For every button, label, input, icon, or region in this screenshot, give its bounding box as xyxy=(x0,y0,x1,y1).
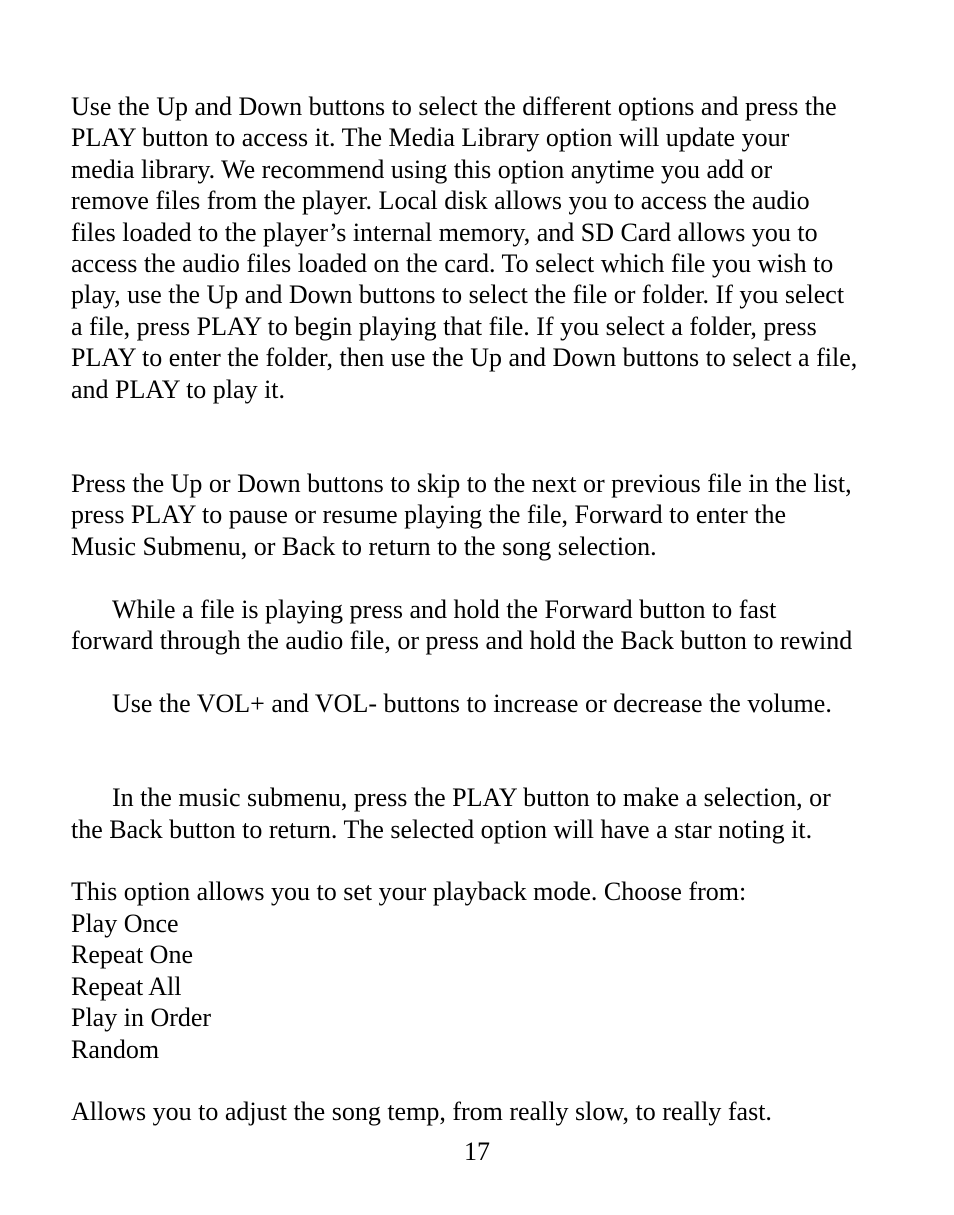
list-item: Play in Order xyxy=(71,1003,212,1033)
playback-paragraph: Press the Up or Down buttons to skip to the next or previous file in the list, press PLAY to pause or resume playing the file, Forward to enter the Music Submenu, or Back to return to the song selection. xyxy=(71,469,852,561)
submenu-paragraph: In the music submenu, press the PLAY button to make a selection, or the Back button to return. The selected option will have a star noting it. xyxy=(71,783,831,844)
section-gap xyxy=(71,656,941,687)
section-gap xyxy=(71,562,941,593)
tempo-paragraph: Allows you to adjust the song temp, from really slow, to really fast. xyxy=(71,1097,772,1127)
fast-forward-paragraph: While a file is playing press and hold the Forward button to fast forward through the audio file, or press and hold the Back button to rewind xyxy=(71,594,853,656)
list-item: Random xyxy=(71,1034,160,1064)
intro-paragraph: Use the Up and Down buttons to select the different options and press the PLAY button to access it. The Media Library option will update your media library. We recommend using this option anytime you add or remove files from the player. Local disk allows you to access the audio files loaded to the player’s internal memory, and SD Card allows you to access the audio files loaded on the card. To select which file you wish to play, use the Up and Down buttons to select the file or folder. If you select a file, press PLAY to begin playing that file. If you select a folder, press PLAY to enter the folder, then use the Up and Down buttons to select a file, and PLAY to play it. xyxy=(71,92,858,404)
play-mode-list xyxy=(71,908,941,1065)
list-item: Repeat One xyxy=(71,940,194,970)
section-gap xyxy=(71,845,941,876)
list-item: Play Once xyxy=(71,908,179,938)
list-item: Repeat All xyxy=(71,971,182,1001)
section-gap xyxy=(71,1065,941,1096)
document-page xyxy=(71,91,941,1128)
section-gap xyxy=(71,719,941,782)
section-gap xyxy=(71,405,941,468)
volume-paragraph: Use the VOL+ and VOL- buttons to increase or decrease the volume. xyxy=(112,688,832,718)
page-number: 17 xyxy=(464,1137,490,1166)
play-mode-intro: This option allows you to set your playback mode. Choose from: xyxy=(71,877,747,907)
